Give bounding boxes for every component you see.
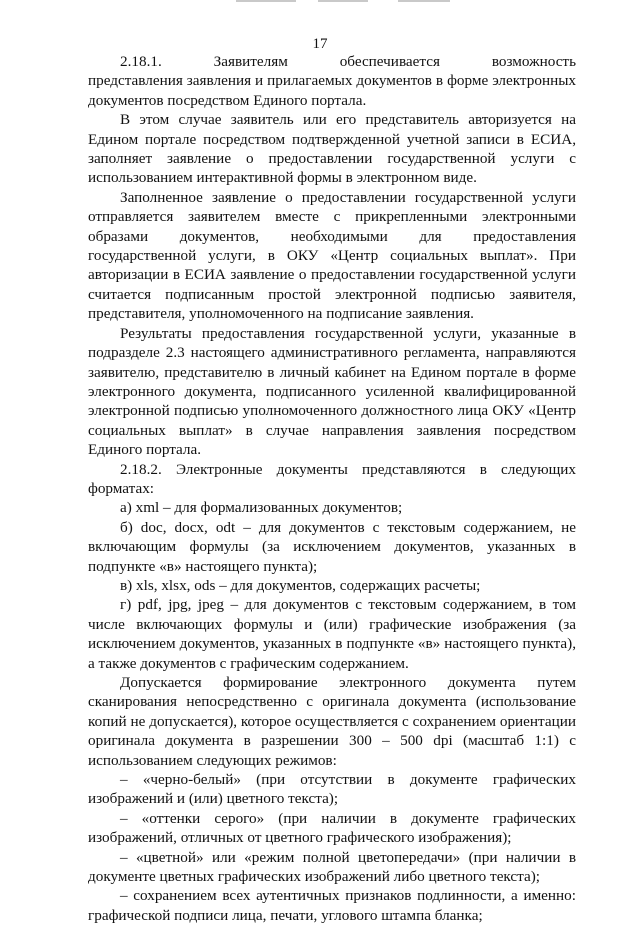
mode-item-black-white: – «черно-белый» (при отсутствии в документе графических изображений и (или) цветного текста); bbox=[88, 771, 576, 808]
word: путем bbox=[537, 674, 576, 691]
paragraph-scanning-text: сканирования непосредственно с оригинала документа (использование копий не допускается), которое осуществляется с сохранением ориентации оригинала документа в разрешении 300 – 500 dpi (масштаб 1:1) с использованием следующих режимов: bbox=[88, 693, 576, 769]
mode-item-grayscale: – «оттенки серого» (при наличии в документе графических изображений, отличных от цветного графического изображения); bbox=[88, 809, 576, 847]
scan-artifact-line-right bbox=[398, 0, 450, 2]
paragraph-2-18-1-heading bbox=[88, 52, 576, 71]
paragraph-2-18-2: 2.18.2. Электронные документы представляются в следующих форматах: bbox=[88, 460, 576, 497]
paragraph-2-18-1-text: представления заявления и прилагаемых документов в форме электронных документов посредством Единого портала. bbox=[88, 72, 576, 109]
scan-artifact-line-left bbox=[236, 0, 296, 2]
word: Допускается bbox=[120, 674, 202, 691]
clause-number: 2.18.1. bbox=[120, 53, 162, 70]
page-number: 17 bbox=[312, 36, 328, 52]
word: обеспечивается bbox=[339, 53, 440, 70]
paragraph-results: Результаты предоставления государственной услуги, указанные в подразделе 2.3 настоящего административного регламента, направляются заявителю, представителю в личный кабинет на Едином портале в форме электронного документа, подписанного усиленной квалифицированной электронной подписью уполномоченного должностного лица ОКУ «Центр социальных выплат» в случае направления заявления посредством Единого портала. bbox=[88, 324, 576, 459]
paragraph-filled-application: Заполненное заявление о предоставлении государственной услуги отправляется заявителем вместе с прикрепленными электронными образами документов, необходимыми для предоставления государственной услуги, в ОКУ «Центр социальных выплат». При авторизации в ЕСИА заявление о предоставлении государственной услуги считается подписанным простой электронной подписью заявителя, представителя, уполномоченного на подписание заявления. bbox=[88, 188, 576, 323]
word: документа bbox=[447, 674, 516, 691]
format-item-v: в) xls, xlsx, ods – для документов, содержащих расчеты; bbox=[120, 576, 481, 594]
format-item-g: г) pdf, jpg, jpeg – для документов с текстовым содержанием, в том числе включающих формулы и (или) графические изображения (за исключением документов, указанных в подпункте «в» настоящего пункта), а также документов с графическим содержанием. bbox=[88, 596, 576, 672]
format-item-a: а) xml – для формализованных документов; bbox=[120, 499, 403, 517]
word: формирование bbox=[223, 674, 318, 691]
word: возможность bbox=[491, 53, 576, 70]
format-item-b: б) doc, docx, odt – для документов с текстовым содержанием, не включающим формулы (за исключением документов, указанных в подпункте «в» настоящего пункта); bbox=[88, 518, 576, 575]
document-body bbox=[88, 52, 576, 925]
paragraph-esia-auth: В этом случае заявитель или его представитель авторизуется на Едином портале посредством подтвержденной учетной записи в ЕСИА, заполняет заявление о предоставлении государственной услуги с использованием интерактивной формы в электронном виде. bbox=[88, 111, 576, 187]
word: электронного bbox=[339, 674, 427, 691]
mode-item-color: – «цветной» или «режим полной цветопередачи» (при наличии в документе цветных графических изображений либо цветного текста); bbox=[88, 848, 576, 886]
scan-artifact-line-mid bbox=[318, 0, 368, 2]
word: Заявителям bbox=[213, 53, 288, 70]
paragraph-scanning-heading bbox=[88, 673, 576, 692]
mode-item-authenticity: – сохранением всех аутентичных признаков подлинности, а именно: графической подписи лица, печати, углового штампа бланка; bbox=[88, 887, 576, 924]
